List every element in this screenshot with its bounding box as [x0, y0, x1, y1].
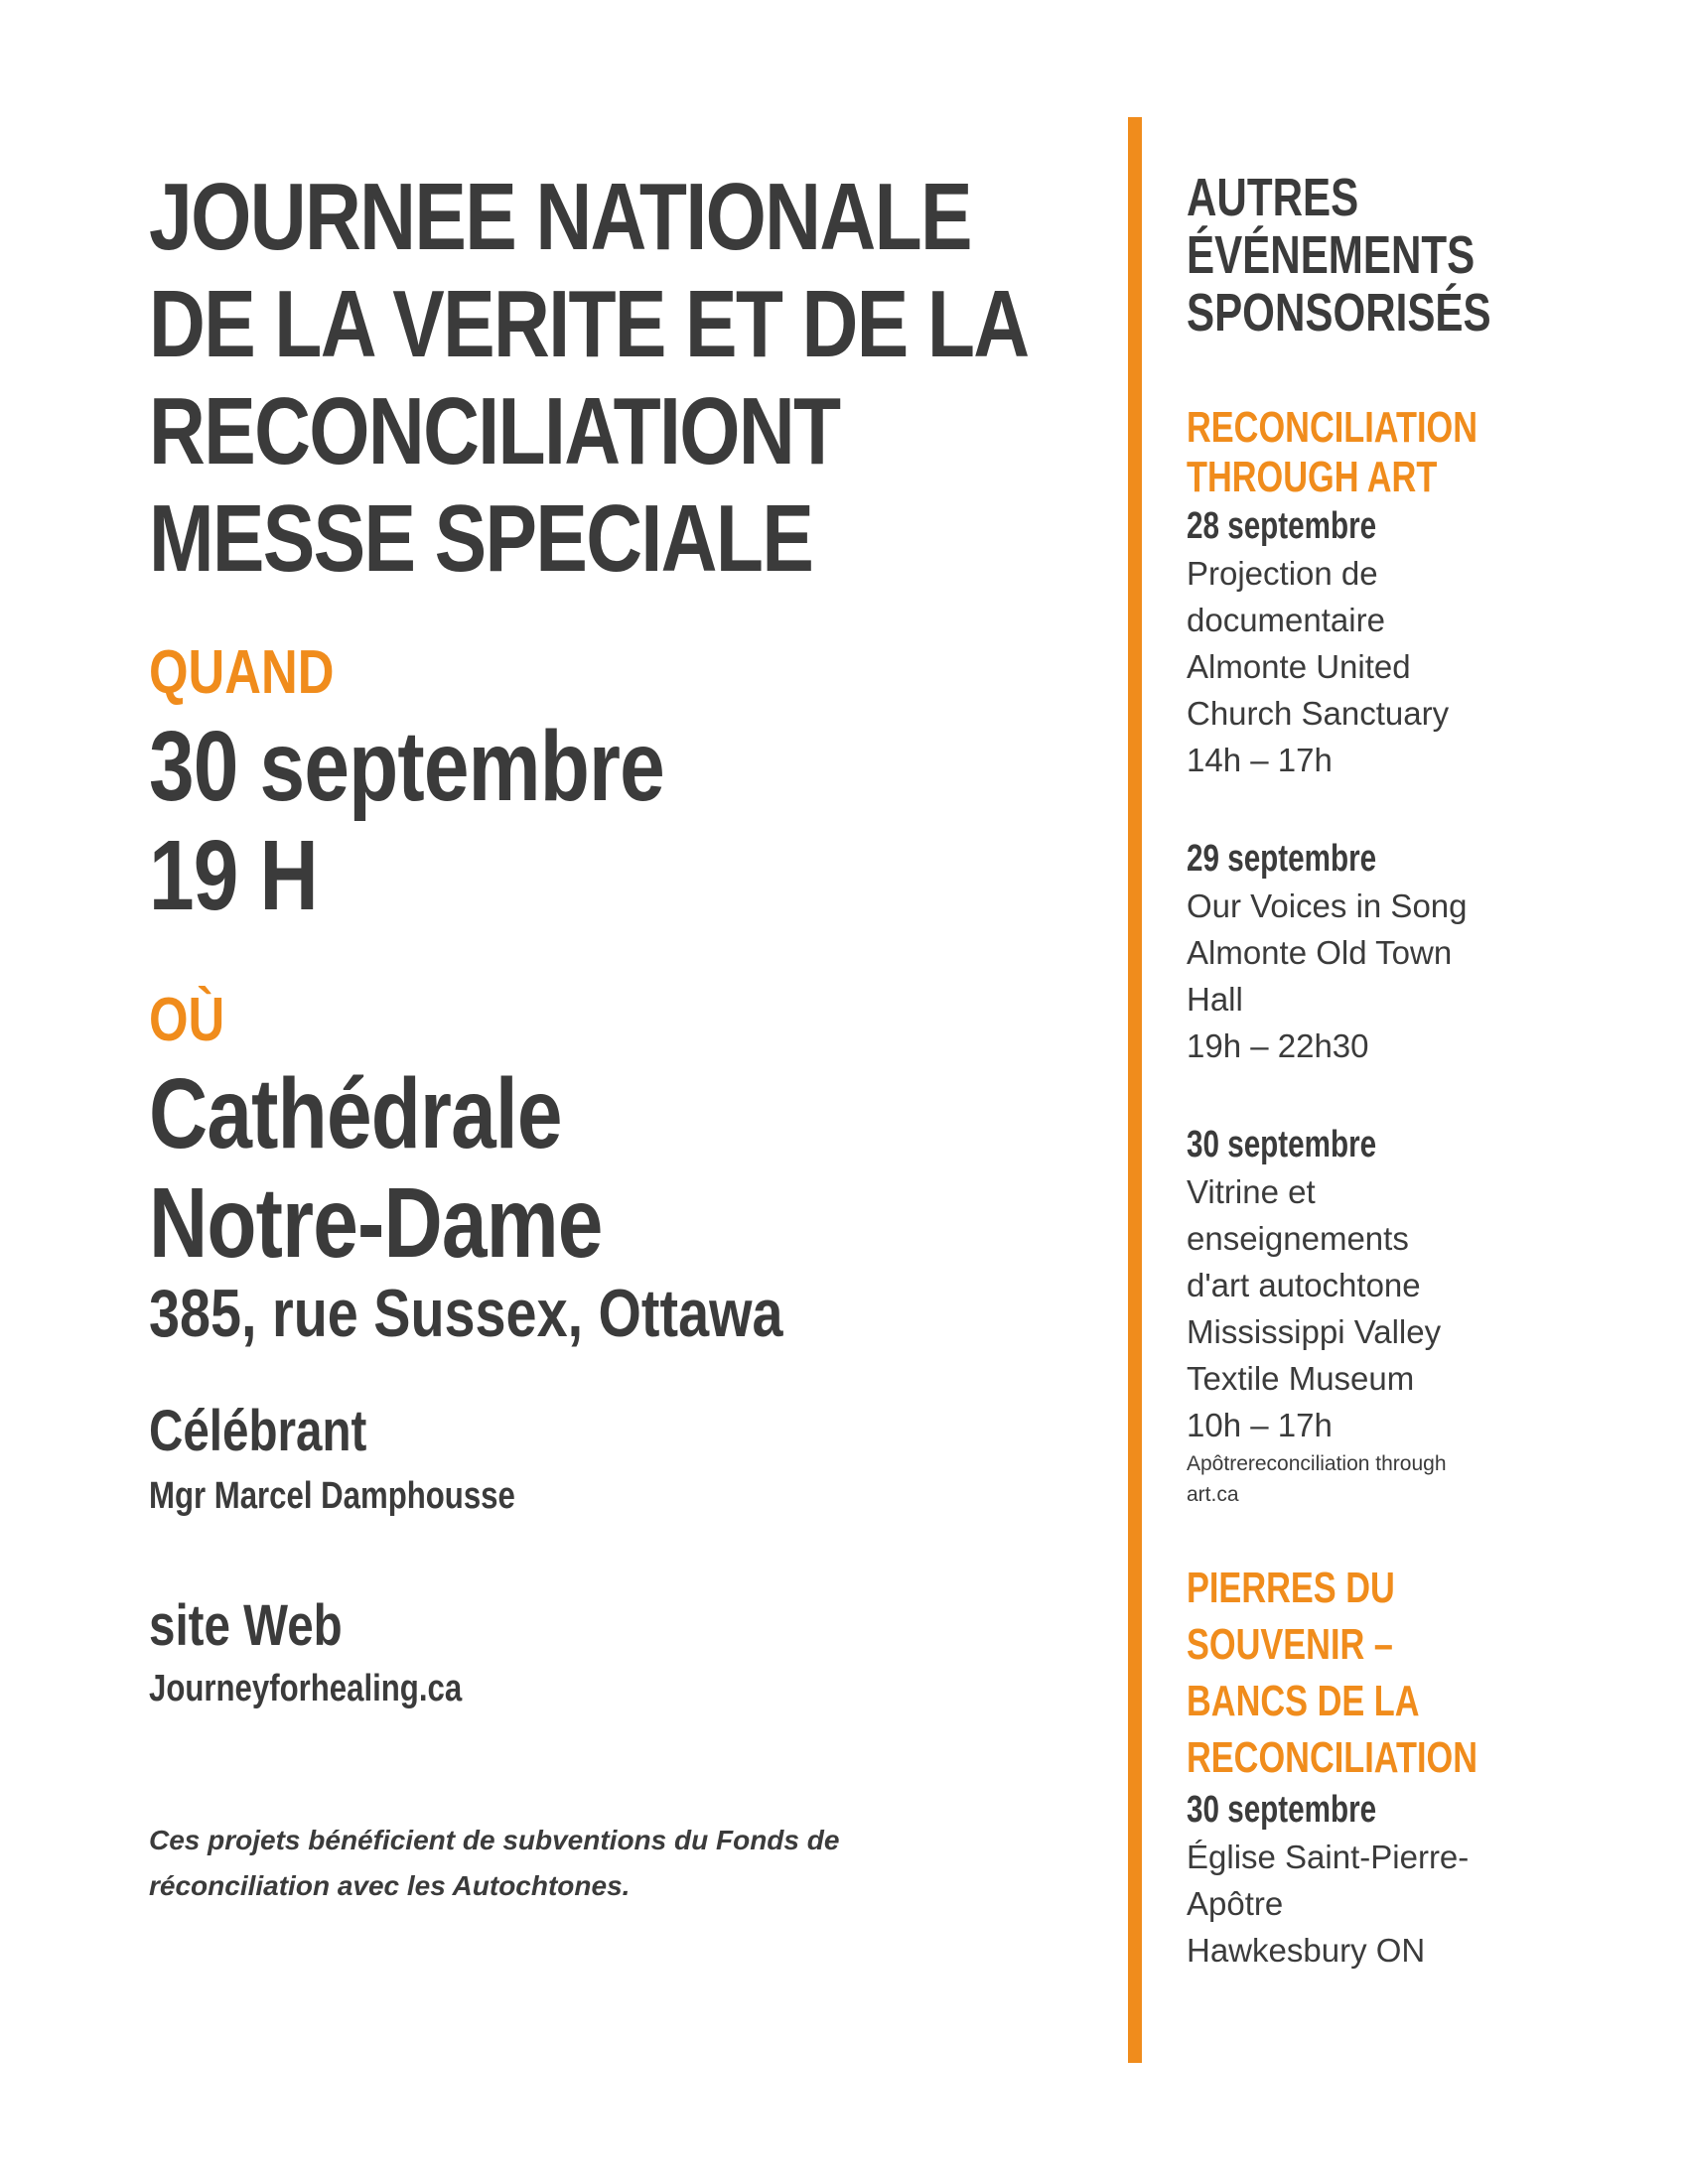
sidebar-heading-line2: ÉVÉNEMENTS — [1187, 225, 1476, 285]
event-item-line: documentaire — [1187, 602, 1385, 638]
section2-title-line4: RECONCILIATION — [1187, 1733, 1477, 1782]
event-item-line: 19h – 22h30 — [1187, 1027, 1369, 1064]
event-item-line: Almonte Old Town — [1187, 934, 1453, 971]
section-reconciliation-through-art — [1187, 403, 1614, 1510]
venue-name-line2: Notre-Dame — [149, 1167, 603, 1279]
event-item-line: Vitrine et — [1187, 1173, 1316, 1210]
section2-title-line1: PIERRES DU — [1187, 1564, 1395, 1612]
orange-divider — [1128, 117, 1142, 2063]
event-date: 30 septembre — [149, 711, 664, 822]
section2-date: 30 septembre — [1187, 1789, 1377, 1831]
event-item-line: Textile Museum — [1187, 1360, 1415, 1397]
website-label: site Web — [149, 1593, 343, 1658]
when-label: QUAND — [149, 638, 335, 707]
event-time: 19 H — [149, 820, 318, 931]
section2-line: Hawkesbury ON — [1187, 1932, 1426, 1969]
funding-note — [149, 1818, 1102, 1909]
event-item — [1187, 502, 1614, 783]
celebrant-name: Mgr Marcel Damphousse — [149, 1475, 515, 1517]
event-item-line: Almonte United — [1187, 648, 1411, 685]
sidebar-heading — [1187, 169, 1614, 341]
website-link[interactable]: Journeyforhealing.ca — [149, 1668, 463, 1709]
event-item-website[interactable]: art.ca — [1187, 1483, 1239, 1506]
event-item-website[interactable]: Apôtrereconciliation through — [1187, 1452, 1447, 1475]
event-item-date: 28 septembre — [1187, 505, 1377, 547]
sidebar — [1187, 169, 1614, 1974]
venue-address: 385, rue Sussex, Ottawa — [149, 1276, 783, 1351]
title-line-3: RECONCILIATIONT — [149, 378, 840, 484]
event-item-date: 30 septembre — [1187, 1124, 1377, 1165]
section2-line: Église Saint-Pierre- — [1187, 1839, 1470, 1875]
title-line-4: MESSE SPECIALE — [149, 485, 813, 592]
funding-note-line2: réconciliation avec les Autochtones. — [149, 1870, 631, 1901]
title-line-2: DE LA VERITE ET DE LA — [149, 271, 1029, 377]
event-item-line: d'art autochtone — [1187, 1267, 1421, 1303]
event-item-line: 10h – 17h — [1187, 1407, 1333, 1443]
title-line-1: JOURNEE NATIONALE — [149, 164, 971, 270]
where-label: OÙ — [149, 986, 225, 1054]
sidebar-heading-line1: AUTRES — [1187, 168, 1359, 227]
event-item-line: enseignements — [1187, 1220, 1409, 1257]
event-item-line: Hall — [1187, 981, 1243, 1018]
section-pierres-du-souvenir — [1187, 1560, 1614, 1974]
event-item — [1187, 1121, 1614, 1510]
venue-name-line1: Cathédrale — [149, 1058, 562, 1169]
section2-title-line3: BANCS DE LA — [1187, 1677, 1420, 1725]
event-item-date: 29 septembre — [1187, 838, 1377, 880]
sidebar-heading-line3: SPONSORISÉS — [1187, 283, 1491, 342]
event-item-line: 14h – 17h — [1187, 742, 1333, 778]
section1-title-line2: THROUGH ART — [1187, 453, 1438, 501]
section1-title-line1: RECONCILIATION — [1187, 403, 1477, 452]
event-item-line: Church Sanctuary — [1187, 695, 1450, 732]
section2-title-line2: SOUVENIR – — [1187, 1620, 1393, 1669]
event-item-line: Our Voices in Song — [1187, 887, 1468, 924]
celebrant-label: Célébrant — [149, 1399, 367, 1463]
event-item-line: Mississippi Valley — [1187, 1313, 1442, 1350]
event-item-line: Projection de — [1187, 555, 1378, 592]
main-column — [149, 164, 1102, 1909]
funding-note-line1: Ces projets bénéficient de subventions du Fonds de — [149, 1825, 840, 1855]
section2-line: Apôtre — [1187, 1885, 1284, 1922]
page-title — [149, 164, 1060, 593]
event-item — [1187, 835, 1614, 1069]
